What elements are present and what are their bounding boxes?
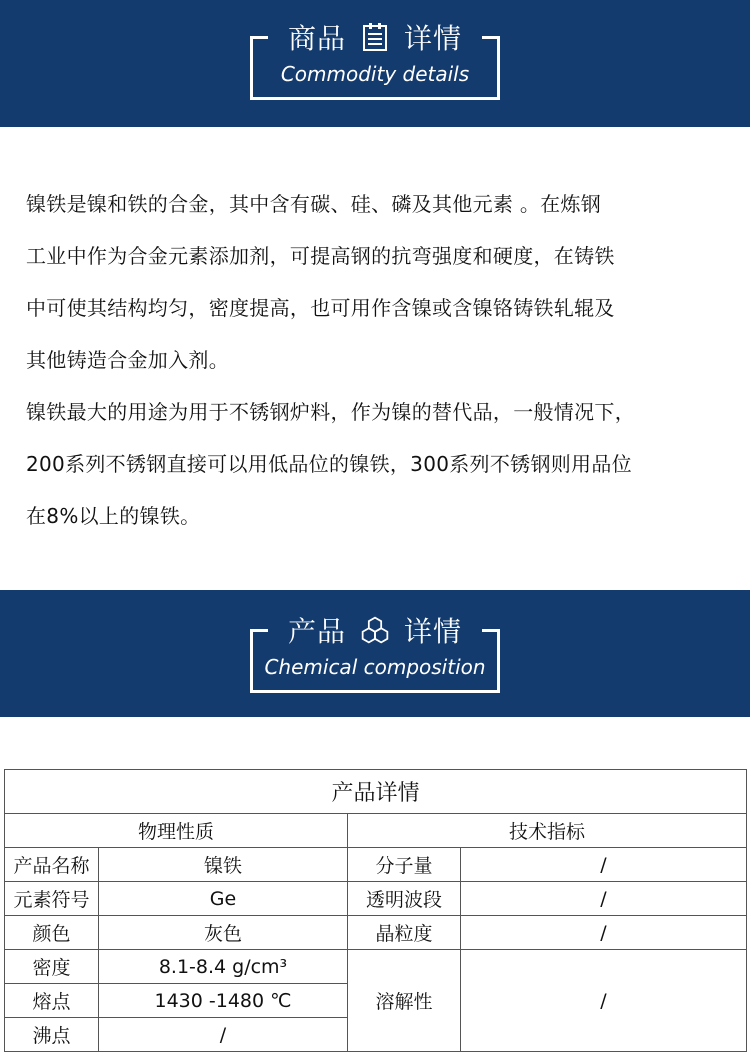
- row-value: 镍铁: [99, 848, 348, 882]
- title-frame: [250, 24, 500, 100]
- row-label: 分子量: [348, 848, 461, 882]
- section-subtitle: Chemical composition: [264, 655, 486, 679]
- row-label: 透明波段: [348, 882, 461, 916]
- header-physical-properties: 物理性质: [5, 814, 348, 848]
- description-line: 镍铁是镍和铁的合金，其中含有碳、硅、磷及其他元素 。在炼钢: [26, 192, 602, 216]
- row-label: 熔点: [5, 984, 99, 1018]
- title-left: 商品: [287, 22, 346, 55]
- row-value: 8.1-8.4 g/cm³: [99, 950, 348, 984]
- description-line: 200系列不锈钢直接可以用低品位的镍铁，300系列不锈钢则用品位: [26, 452, 632, 476]
- row-value: /: [461, 950, 747, 1052]
- row-label: 溶解性: [348, 950, 461, 1052]
- row-label: 晶粒度: [348, 916, 461, 950]
- row-label: 密度: [5, 950, 99, 984]
- product-description: [26, 178, 736, 542]
- row-value: /: [461, 848, 747, 882]
- table-row: [5, 848, 747, 882]
- row-label: 颜色: [5, 916, 99, 950]
- row-label: 元素符号: [5, 882, 99, 916]
- section-title: [276, 20, 474, 54]
- row-value: /: [461, 916, 747, 950]
- description-line: 工业中作为合金元素添加剂，可提高钢的抗弯强度和硬度，在铸铁: [26, 244, 615, 268]
- row-label: 沸点: [5, 1018, 99, 1052]
- table-row: [5, 950, 747, 984]
- section-subtitle: Commodity details: [280, 62, 470, 86]
- header-banner-commodity: [0, 0, 750, 127]
- row-value: 灰色: [99, 916, 348, 950]
- document-icon: [360, 22, 390, 52]
- table-title: 产品详情: [5, 770, 747, 814]
- description-line: 镍铁最大的用途为用于不锈钢炉料，作为镍的替代品，一般情况下，: [26, 400, 635, 424]
- description-line: 在8%以上的镍铁。: [26, 504, 201, 528]
- title-right: 详情: [404, 22, 463, 55]
- product-details-table: [4, 769, 747, 1052]
- title-frame: [250, 617, 500, 693]
- section-title: [276, 613, 474, 647]
- description-line: 其他铸造合金加入剂。: [26, 348, 229, 372]
- header-banner-chemical: [0, 590, 750, 717]
- row-label: 产品名称: [5, 848, 99, 882]
- table-row: [5, 916, 747, 950]
- row-value: /: [461, 882, 747, 916]
- description-line: 中可使其结构均匀，密度提高，也可用作含镍或含镍铬铸铁轧辊及: [26, 296, 615, 320]
- row-value: Ge: [99, 882, 348, 916]
- title-right: 详情: [404, 615, 463, 648]
- table-row: [5, 882, 747, 916]
- row-value: /: [99, 1018, 348, 1052]
- title-left: 产品: [287, 615, 346, 648]
- row-value: 1430 -1480 ℃: [99, 984, 348, 1018]
- header-technical-indicators: 技术指标: [348, 814, 747, 848]
- molecule-icon: [360, 615, 390, 645]
